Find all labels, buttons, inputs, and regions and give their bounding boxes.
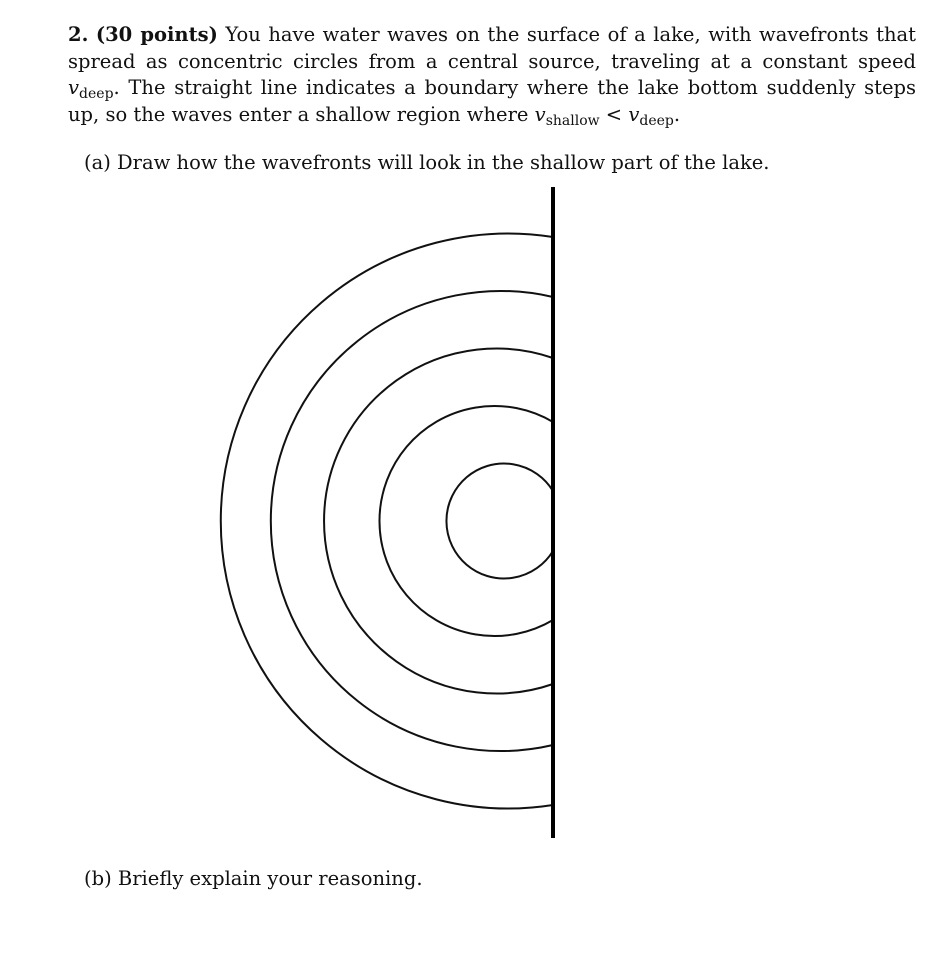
part-b-question: (b) Briefly explain your reasoning.: [84, 867, 423, 890]
problem-period: .: [673, 102, 681, 126]
v-shallow-symbol: $v_{shallow}$: [534, 102, 600, 129]
problem-text-line2-end: . The straight: [113, 76, 253, 99]
wavefront-2: [379, 406, 553, 636]
part-a-question: (a) Draw how the wavefronts will look in the shallow part of the lake.: [84, 151, 770, 174]
wavefront-4: [271, 291, 553, 751]
problem-number: 2.: [68, 23, 89, 46]
v-deep-symbol-2: $v_{deep}$: [628, 102, 674, 129]
problem-text-line3: line indicates a boundary where the lake bottom suddenly steps up, so the waves enter a: [68, 76, 917, 126]
wavefront-3: [324, 349, 553, 694]
problem-text-line2: as concentric circles from a central source, traveling at a constant speed: [145, 49, 916, 73]
less-than-symbol: <: [599, 102, 629, 126]
problem-points: (30 points): [95, 23, 218, 46]
v-deep-symbol: $v_{deep}$: [68, 76, 114, 102]
problem-text-line1: You have water waves on the surface of a lake, with wavefronts that spread: [68, 23, 917, 73]
problem-text-line4: shallow region where: [315, 102, 535, 126]
wavefront-1: [446, 463, 553, 578]
